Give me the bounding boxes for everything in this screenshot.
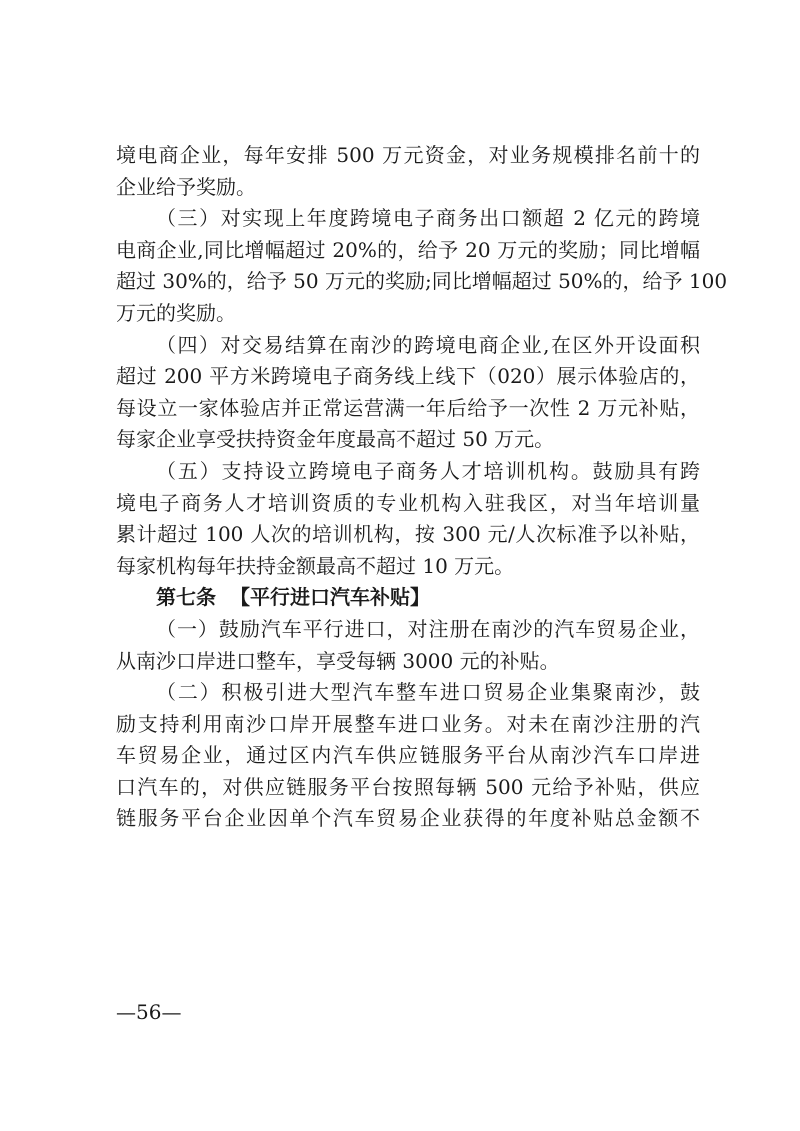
paragraph <box>116 140 700 203</box>
text-line: 口汽车的，对供应链服务平台按照每辆 500 元给予补贴，供应 <box>116 774 700 799</box>
article-title: 【平行进口汽车补贴】 <box>230 585 430 610</box>
article-heading <box>116 582 700 614</box>
text-line: （一）鼓励汽车平行进口，对注册在南沙的汽车贸易企业， <box>156 616 700 641</box>
text-line: 万元的奖励。 <box>116 300 236 325</box>
text-line: 电商企业,同比增幅超过 20%的，给予 20 万元的奖励；同比增幅 <box>116 237 700 262</box>
text-line: 每家企业享受扶持资金年度最高不超过 50 万元。 <box>116 427 555 452</box>
paragraph <box>116 203 728 329</box>
text-line: 励支持利用南沙口岸开展整车进口业务。对未在南沙注册的汽 <box>116 711 700 736</box>
page-body <box>116 140 728 835</box>
text-line: 每设立一家体验店并正常运营满一年后给予一次性 2 万元补贴， <box>116 395 700 420</box>
text-line: 境电子商务人才培训资质的专业机构入驻我区，对当年培训量 <box>116 490 700 515</box>
paragraph <box>116 677 700 835</box>
paragraph <box>116 456 700 582</box>
text-line: 车贸易企业，通过区内汽车供应链服务平台从南沙汽车口岸进 <box>116 743 700 768</box>
text-line: 累计超过 100 人次的培训机构，按 300 元/人次标准予以补贴， <box>116 522 700 547</box>
text-line: 超过 200 平方米跨境电子商务线上线下（020）展示体验店的， <box>116 364 700 389</box>
page-number: —56— <box>116 1000 182 1024</box>
text-line: 每家机构每年扶持金额最高不超过 10 万元。 <box>116 553 515 578</box>
text-line: 超过 30%的，给予 50 万元的奖励;同比增幅超过 50%的，给予 100 <box>116 269 728 294</box>
text-line: （三）对实现上年度跨境电子商务出口额超 2 亿元的跨境 <box>156 206 700 231</box>
text-line: （五）支持设立跨境电子商务人才培训机构。鼓励具有跨 <box>156 458 700 483</box>
text-line: 境电商企业，每年安排 500 万元资金，对业务规模排名前十的 <box>116 143 700 167</box>
text-line: 链服务平台企业因单个汽车贸易企业获得的年度补贴总金额不 <box>116 806 700 831</box>
article-number: 第七条 <box>156 585 216 610</box>
text-line: 企业给予奖励。 <box>116 174 256 199</box>
text-line: （四）对交易结算在南沙的跨境电商企业,在区外开设面积 <box>156 332 700 357</box>
text-line: （二）积极引进大型汽车整车进口贸易企业集聚南沙，鼓 <box>156 680 700 705</box>
paragraph <box>116 614 700 677</box>
paragraph <box>116 330 700 456</box>
text-line: 从南沙口岸进口整车，享受每辆 3000 元的补贴。 <box>116 648 560 673</box>
